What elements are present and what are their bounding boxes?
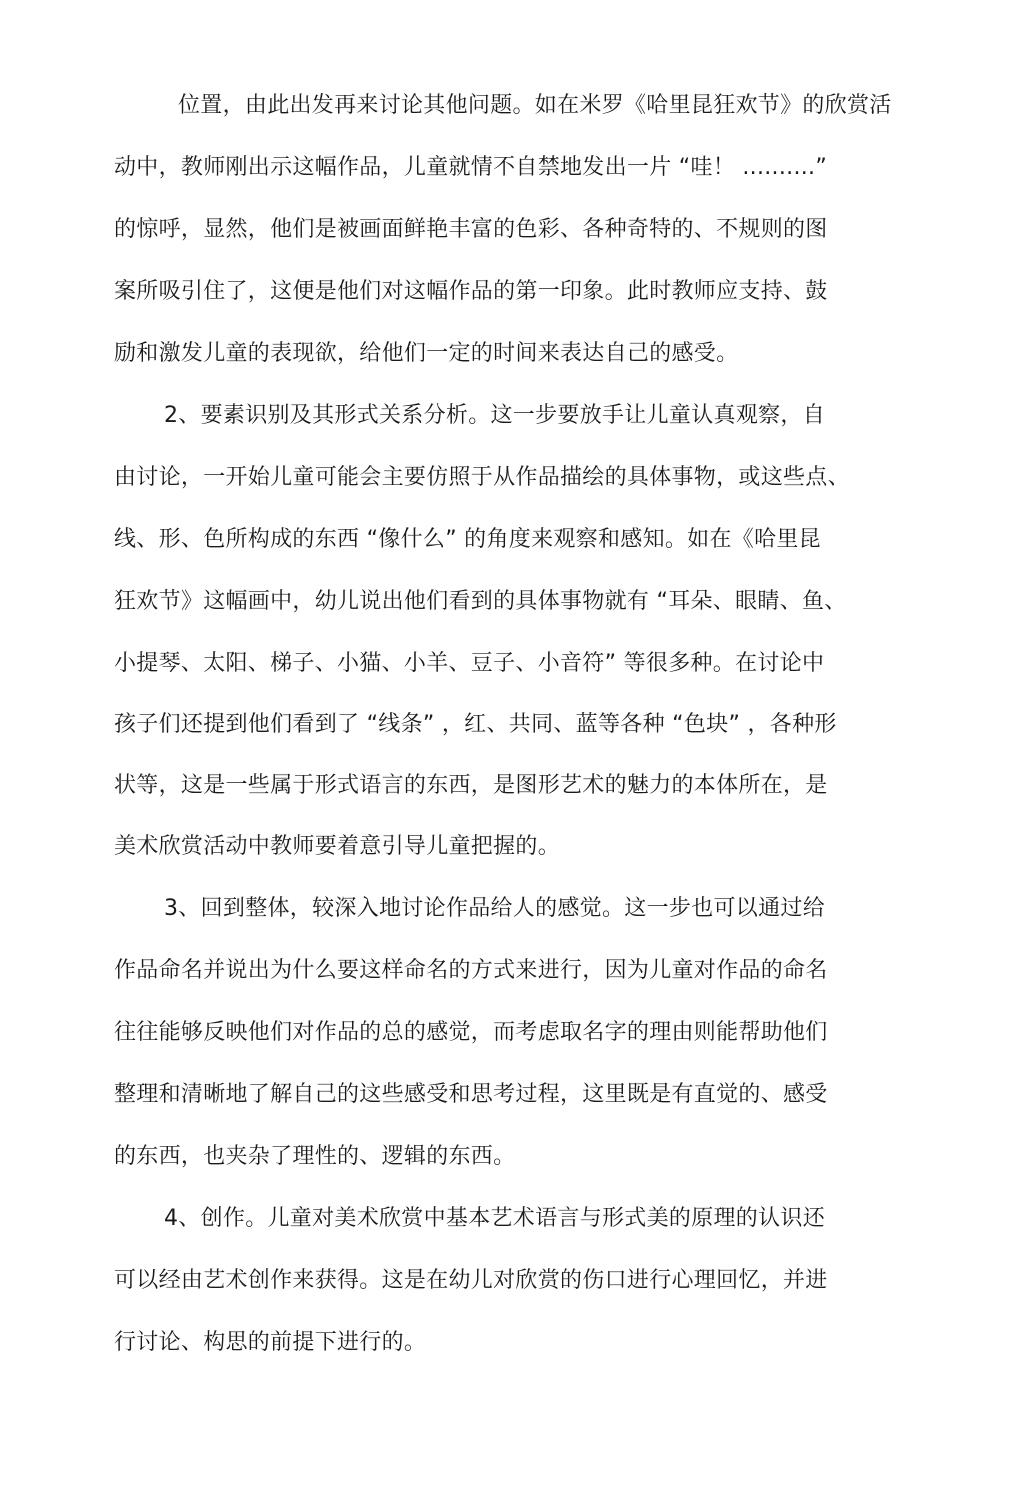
text-line: 的惊呼，显然，他们是被画面鲜艳丰富的色彩、各种奇特的、不规则的图: [114, 217, 828, 242]
text-line: 位置，由此出发再来讨论其他问题。如在米罗《哈里昆狂欢节》的欣赏活: [178, 93, 892, 118]
text-line: 由讨论，一开始儿童可能会主要仿照于从作品描绘的具体事物，或这些点、: [114, 465, 850, 490]
text-line: 狂欢节》这幅画中，幼儿说出他们看到的具体事物就有 “耳朵、眼睛、鱼、: [114, 589, 847, 614]
text-line: 线、形、色所构成的东西 “像什么” 的角度来观察和感知。如在《哈里昆: [114, 527, 821, 552]
text-line: 作品命名并说出为什么要这样命名的方式来进行，因为儿童对作品的命名: [114, 958, 828, 983]
text-line: 动中，教师刚出示这幅作品，儿童就情不自禁地发出一片 “哇！ ..........”: [114, 155, 828, 180]
text-line: 2、要素识别及其形式关系分析。这一步要放手让儿童认真观察，自: [164, 403, 825, 428]
text-line: 3、回到整体，较深入地讨论作品给人的感觉。这一步也可以通过给: [164, 896, 825, 921]
text-line: 整理和清晰地了解自己的这些感受和思考过程，这里既是有直觉的、感受: [114, 1082, 828, 1107]
text-line: 往往能够反映他们对作品的总的感觉，而考虑取名字的理由则能帮助他们: [114, 1020, 828, 1045]
text-line: 小提琴、太阳、梯子、小猫、小羊、豆子、小音符” 等很多种。在讨论中: [114, 651, 825, 676]
text-line: 励和激发儿童的表现欲，给他们一定的时间来表达自己的感受。: [114, 341, 739, 366]
text-line: 美术欣赏活动中教师要着意引导儿童把握的。: [114, 834, 561, 859]
text-line: 状等，这是一些属于形式语言的东西，是图形艺术的魅力的本体所在，是: [114, 773, 828, 798]
text-line: 4、创作。儿童对美术欣赏中基本艺术语言与形式美的原理的认识还: [164, 1206, 825, 1231]
text-line: 案所吸引住了，这便是他们对这幅作品的第一印象。此时教师应支持、鼓: [114, 279, 828, 304]
text-line: 孩子们还提到他们看到了 “线条” ，红、共同、蓝等各种 “色块” ，各种形: [114, 712, 837, 737]
text-line: 的东西，也夹杂了理性的、逻辑的东西。: [114, 1144, 516, 1169]
text-line: 可以经由艺术创作来获得。这是在幼儿对欣赏的伤口进行心理回忆，并进: [114, 1268, 828, 1293]
text-line: 行讨论、构思的前提下进行的。: [114, 1330, 427, 1355]
